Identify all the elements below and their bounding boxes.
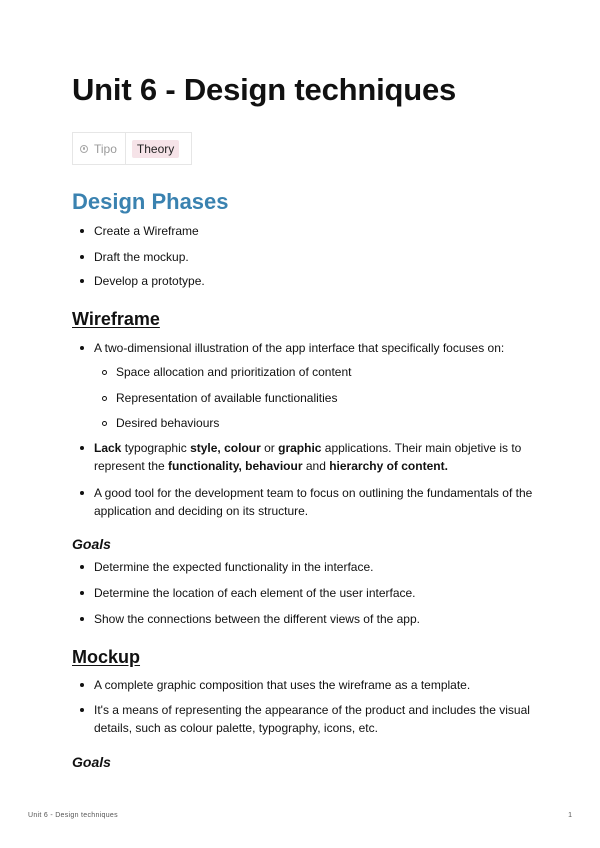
list-item: [94, 439, 534, 475]
text: and: [302, 459, 330, 473]
sub-list-item: Desired behaviours: [116, 414, 536, 432]
list-item: Show the connections between the different views of the app.: [94, 610, 534, 628]
bold-text: graphic: [278, 441, 322, 455]
list-item: Develop a prototype.: [94, 272, 534, 290]
select-property-icon: [80, 145, 88, 153]
text: typographic: [121, 441, 191, 455]
sub-list-item: Space allocation and prioritization of content: [116, 363, 536, 381]
bold-text: style, colour: [190, 441, 261, 455]
list-item: Determine the location of each element of the user interface.: [94, 584, 534, 602]
page-title: Unit 6 - Design techniques: [72, 72, 457, 107]
page-number: 1: [568, 812, 572, 819]
property-value: [126, 133, 191, 164]
footer-title: Unit 6 - Design techniques: [28, 812, 118, 819]
text: or: [260, 441, 279, 455]
bold-text: hierarchy of content.: [329, 459, 448, 473]
property-tag: Theory: [132, 140, 179, 158]
list-item: A good tool for the development team to focus on outlining the fundamentals of the application and deciding on its structure.: [94, 486, 533, 518]
list-item: Create a Wireframe: [94, 222, 534, 240]
list-item: Determine the expected functionality in the interface.: [94, 558, 534, 576]
heading-design-phases: Design Phases: [72, 189, 229, 214]
property-row: [72, 132, 192, 165]
heading-wireframe: Wireframe: [72, 309, 160, 329]
heading-goals: Goals: [72, 536, 111, 552]
sub-list-item: Representation of available functionalities: [116, 389, 536, 407]
heading-goals: Goals: [72, 754, 111, 770]
bold-text: functionality, behaviour: [168, 459, 303, 473]
list-item: A complete graphic composition that uses the wireframe as a template.: [94, 676, 534, 694]
property-key-label: Tipo: [94, 141, 117, 156]
list-item: It's a means of representing the appearance of the product and includes the visual details, such as colour palette, typography, icons, etc.: [94, 701, 534, 737]
list-item: A two-dimensional illustration of the app interface that specifically focuses on:: [94, 339, 534, 357]
text: applications. Their main objetive is to represent the: [94, 441, 522, 473]
property-key: [73, 133, 126, 164]
heading-mockup: Mockup: [72, 647, 141, 667]
bold-text: Lack: [94, 441, 122, 455]
list-item: Draft the mockup.: [94, 248, 534, 266]
